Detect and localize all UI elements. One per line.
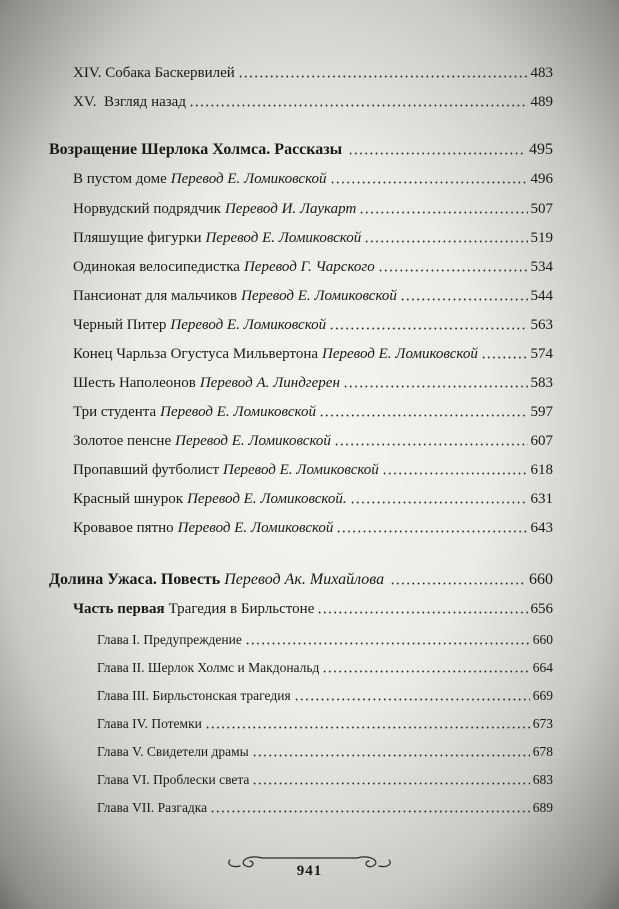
entry-translator: Перевод Е. Ломиковской [241, 288, 397, 304]
dot-leader [205, 715, 530, 729]
chapter-entry [97, 714, 553, 733]
section-title: Долина Ужаса. Повесть [49, 571, 221, 588]
entry-page: 574 [530, 346, 553, 362]
chapter-title: Глава IV. Потемки [97, 716, 202, 731]
entry-translator: Перевод Е. Ломиковской [175, 433, 331, 449]
part-label: Часть первая [73, 601, 165, 617]
chapter-title: Глава III. Бирльстонская трагедия [97, 688, 291, 703]
chapter-page: 689 [532, 800, 553, 815]
entry-page: 618 [530, 462, 553, 478]
section-page: 660 [529, 571, 553, 588]
dot-leader [390, 571, 526, 585]
dot-leader [364, 229, 527, 243]
dot-leader [359, 200, 527, 214]
entry-page: 643 [530, 520, 553, 536]
dot-leader [319, 403, 528, 417]
entry-translator: Перевод Е. Ломиковской. [187, 491, 347, 507]
entry-title: В пустом доме [73, 171, 167, 187]
entry-page: 534 [530, 259, 553, 275]
dot-leader [350, 490, 528, 504]
part-page: 656 [530, 601, 553, 617]
toc-entry [73, 460, 553, 479]
chapter-page: 660 [532, 632, 553, 647]
dot-leader [334, 432, 528, 446]
chapter-title: Глава II. Шерлок Холмс и Макдональд [97, 660, 320, 675]
section-translator: Перевод Ак. Михайлова [224, 571, 385, 588]
dot-leader [317, 600, 527, 614]
chapter-title: Глава I. Предупреждение [97, 632, 242, 647]
toc-entry [73, 257, 553, 276]
entry-translator: Перевод Е. Ломиковской [170, 171, 327, 187]
entry-title: Золотое пенсне [73, 433, 172, 449]
dot-leader [329, 316, 527, 330]
entry-page: 496 [530, 171, 553, 187]
toc-entry [73, 199, 553, 218]
dot-leader [322, 659, 529, 673]
section-heading [49, 140, 553, 159]
chapter-page: 678 [532, 744, 553, 759]
entry-translator: Перевод И. Лаукарт [224, 201, 357, 217]
chapter-entry [97, 686, 553, 705]
toc-entry [73, 431, 553, 450]
chapter-page: 669 [532, 688, 553, 703]
entry-translator: Перевод Е. Ломиковской [205, 230, 362, 246]
chapter-title: Глава VI. Проблески света [97, 772, 250, 787]
chapter-entry [97, 630, 553, 649]
entry-page: 597 [530, 404, 553, 420]
entry-title: Три студента [73, 404, 157, 420]
toc-entry [73, 373, 553, 392]
entry-translator: Перевод Г. Чарского [243, 259, 375, 275]
entry-page: 507 [530, 201, 553, 217]
toc-entry [73, 344, 553, 363]
entry-page: 607 [530, 433, 553, 449]
entry-title: XV. Взгляд назад [73, 94, 186, 110]
dot-leader [481, 345, 528, 359]
entry-title: Пляшущие фигурки [73, 230, 202, 246]
dot-leader [378, 258, 528, 272]
dot-leader [336, 519, 527, 533]
dot-leader [343, 374, 528, 388]
entry-page: 583 [530, 375, 553, 391]
chapter-entry [97, 658, 553, 677]
entry-page: 489 [530, 94, 553, 110]
entry-title: Кровавое пятно [73, 520, 174, 536]
dot-leader [189, 93, 528, 107]
toc-entry [73, 518, 553, 537]
dot-leader [245, 631, 530, 645]
entry-translator: Перевод Е. Ломиковской [177, 520, 334, 536]
entry-translator: Перевод Е. Ломиковской [170, 317, 327, 333]
entry-page: 544 [530, 288, 553, 304]
toc-entry [73, 169, 553, 188]
dot-leader [210, 799, 530, 813]
entry-title: XIV. Собака Баскервилей [73, 65, 235, 81]
toc-entry [73, 402, 553, 421]
dot-leader [348, 141, 526, 155]
chapter-title: Глава VII. Разгадка [97, 800, 208, 815]
entry-translator: Перевод Е. Ломиковской [160, 404, 316, 420]
toc-entry [73, 228, 553, 247]
toc-entry [73, 315, 553, 334]
dot-leader [382, 461, 528, 475]
chapter-page: 683 [532, 772, 553, 787]
entry-title: Пропавший футболист [73, 462, 220, 478]
chapter-entry [97, 742, 553, 761]
page-footer [0, 850, 619, 890]
chapter-page: 664 [532, 660, 553, 675]
section-heading [49, 570, 553, 589]
toc-entry [73, 63, 553, 82]
dot-leader [252, 743, 530, 757]
entry-title: Черный Питер [73, 317, 167, 333]
entry-title: Одинокая велосипедистка [73, 259, 240, 275]
chapter-entry [97, 798, 553, 817]
dot-leader [330, 170, 528, 184]
dot-leader [400, 287, 528, 301]
entry-page: 483 [530, 65, 553, 81]
chapter-title: Глава V. Свидетели драмы [97, 744, 249, 759]
entry-translator: Перевод А. Линдгерен [199, 375, 340, 391]
toc-entry [73, 286, 553, 305]
entry-translator: Перевод Е. Ломиковской [322, 346, 478, 362]
part-entry [73, 599, 553, 618]
section-title: Возращение Шерлока Холмса. Рассказы [49, 141, 343, 158]
chapter-entry [97, 770, 553, 789]
entry-title: Норвудский подрядчик [73, 201, 221, 217]
dot-leader [238, 64, 528, 78]
page-number: 941 [296, 863, 323, 879]
entry-page: 631 [530, 491, 553, 507]
entry-translator: Перевод Е. Ломиковской [223, 462, 379, 478]
toc-entry [73, 92, 553, 111]
chapter-page: 673 [532, 716, 553, 731]
section-page: 495 [529, 141, 553, 158]
entry-title: Пансионат для мальчиков [73, 288, 238, 304]
entry-page: 563 [530, 317, 553, 333]
entry-title: Красный шнурок [73, 491, 184, 507]
dot-leader [294, 687, 530, 701]
part-title: Трагедия в Бирльстоне [168, 601, 315, 617]
entry-title: Конец Чарльза Огустуса Мильвертона [73, 346, 319, 362]
toc-entry [73, 489, 553, 508]
entry-page: 519 [530, 230, 553, 246]
entry-title: Шесть Наполеонов [73, 375, 196, 391]
dot-leader [252, 771, 529, 785]
